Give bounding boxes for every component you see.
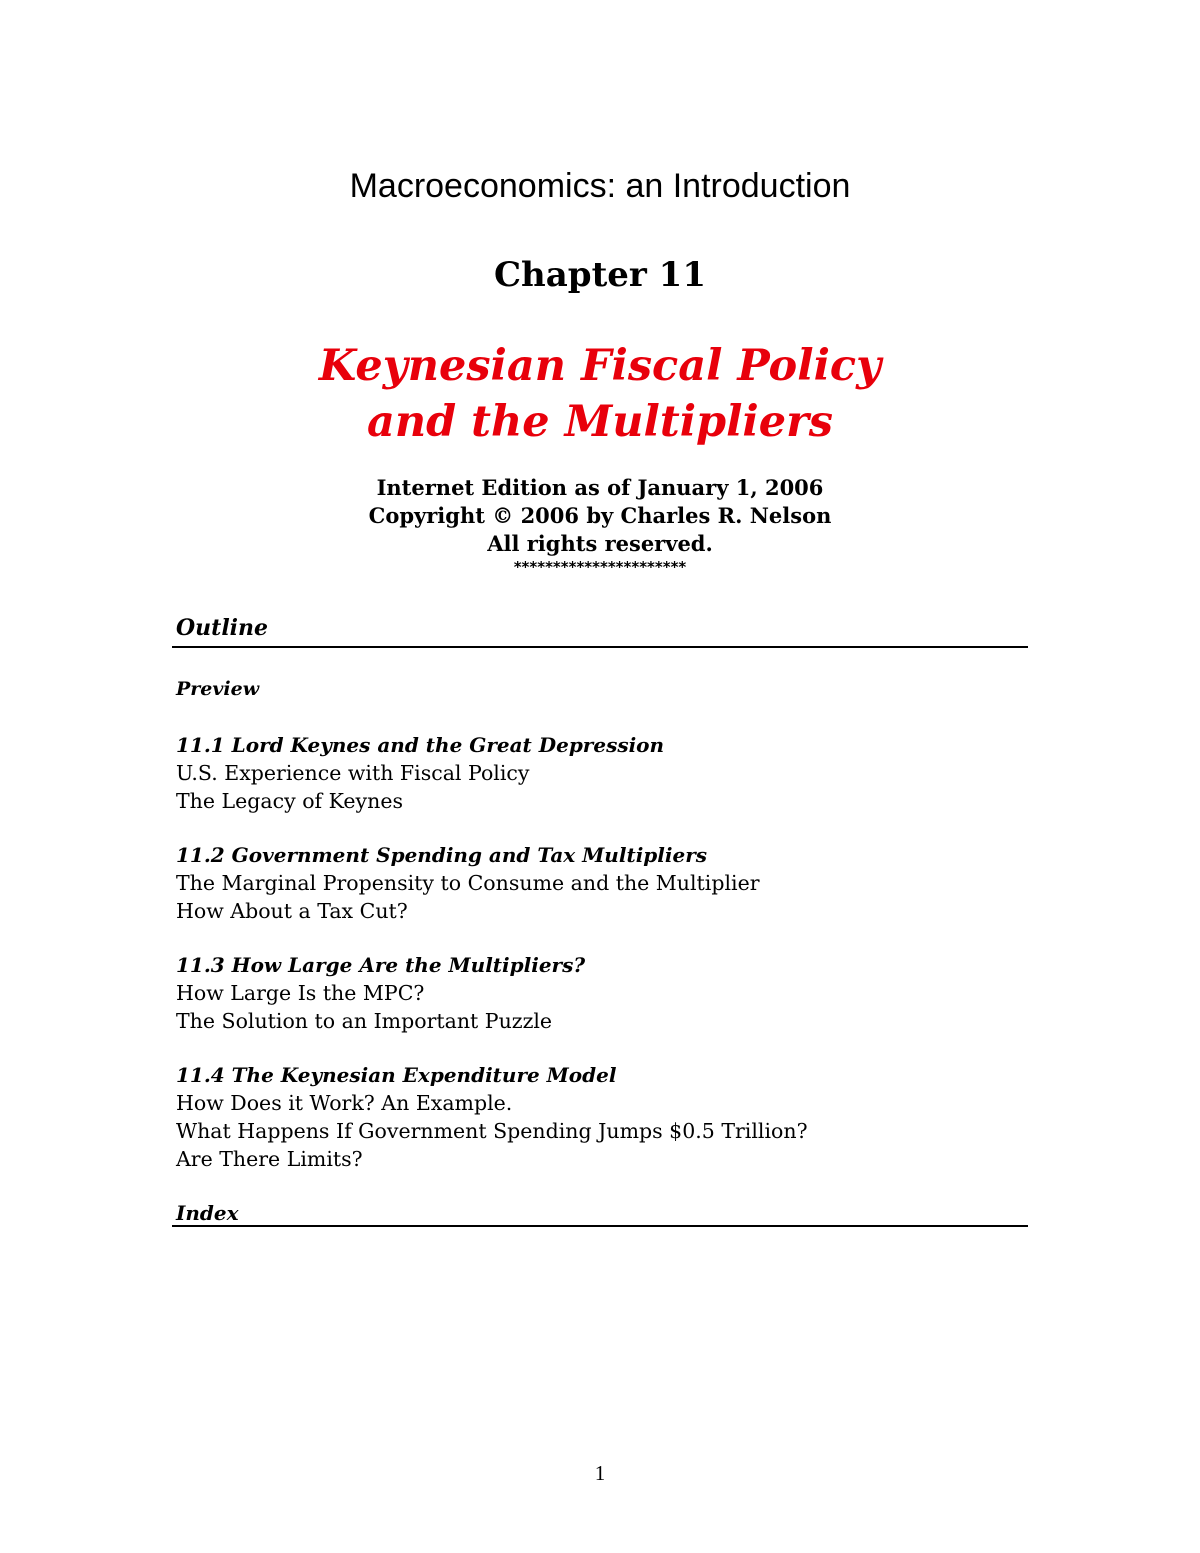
section-item: The Marginal Propensity to Consume and the Multiplier: [176, 871, 760, 895]
section-title: 11.2 Government Spending and Tax Multipliers: [176, 843, 707, 867]
page-number: 1: [594, 1461, 606, 1485]
section-title: 11.1 Lord Keynes and the Great Depression: [176, 733, 665, 757]
index-rule: [172, 1225, 1028, 1227]
edition-info: [0, 474, 1200, 558]
index-heading: Index: [176, 1201, 239, 1225]
separator-stars: **********************: [513, 558, 687, 576]
section-item: How About a Tax Cut?: [176, 899, 408, 923]
copyright-line: Copyright © 2006 by Charles R. Nelson: [368, 503, 832, 528]
chapter-title: [0, 338, 1200, 450]
section-item: The Solution to an Important Puzzle: [176, 1009, 553, 1033]
section-item: How Does it Work? An Example.: [176, 1091, 513, 1115]
outline-heading: Outline: [176, 615, 269, 641]
outline-section: [176, 731, 1028, 815]
outline-section: [176, 841, 1028, 925]
rights-line: All rights reserved.: [487, 531, 713, 556]
outline-section: [176, 1061, 1028, 1173]
chapter-title-line-2: and the Multipliers: [367, 397, 833, 447]
section-title: 11.3 How Large Are the Multipliers?: [176, 953, 586, 977]
section-item: How Large Is the MPC?: [176, 981, 425, 1005]
chapter-label: Chapter 11: [494, 255, 706, 295]
section-title: 11.4 The Keynesian Expenditure Model: [176, 1063, 617, 1087]
section-item: What Happens If Government Spending Jumps $0.5 Trillion?: [176, 1119, 808, 1143]
section-item: Are There Limits?: [176, 1147, 363, 1171]
chapter-title-line-1: Keynesian Fiscal Policy: [318, 341, 882, 391]
outline-preview: Preview: [176, 678, 260, 700]
book-title: Macroeconomics: an Introduction: [349, 167, 851, 205]
outline-section: [176, 951, 1028, 1035]
outline-rule: [172, 646, 1028, 648]
section-item: U.S. Experience with Fiscal Policy: [176, 761, 530, 785]
edition-line: Internet Edition as of January 1, 2006: [376, 475, 824, 500]
section-item: The Legacy of Keynes: [176, 789, 403, 813]
